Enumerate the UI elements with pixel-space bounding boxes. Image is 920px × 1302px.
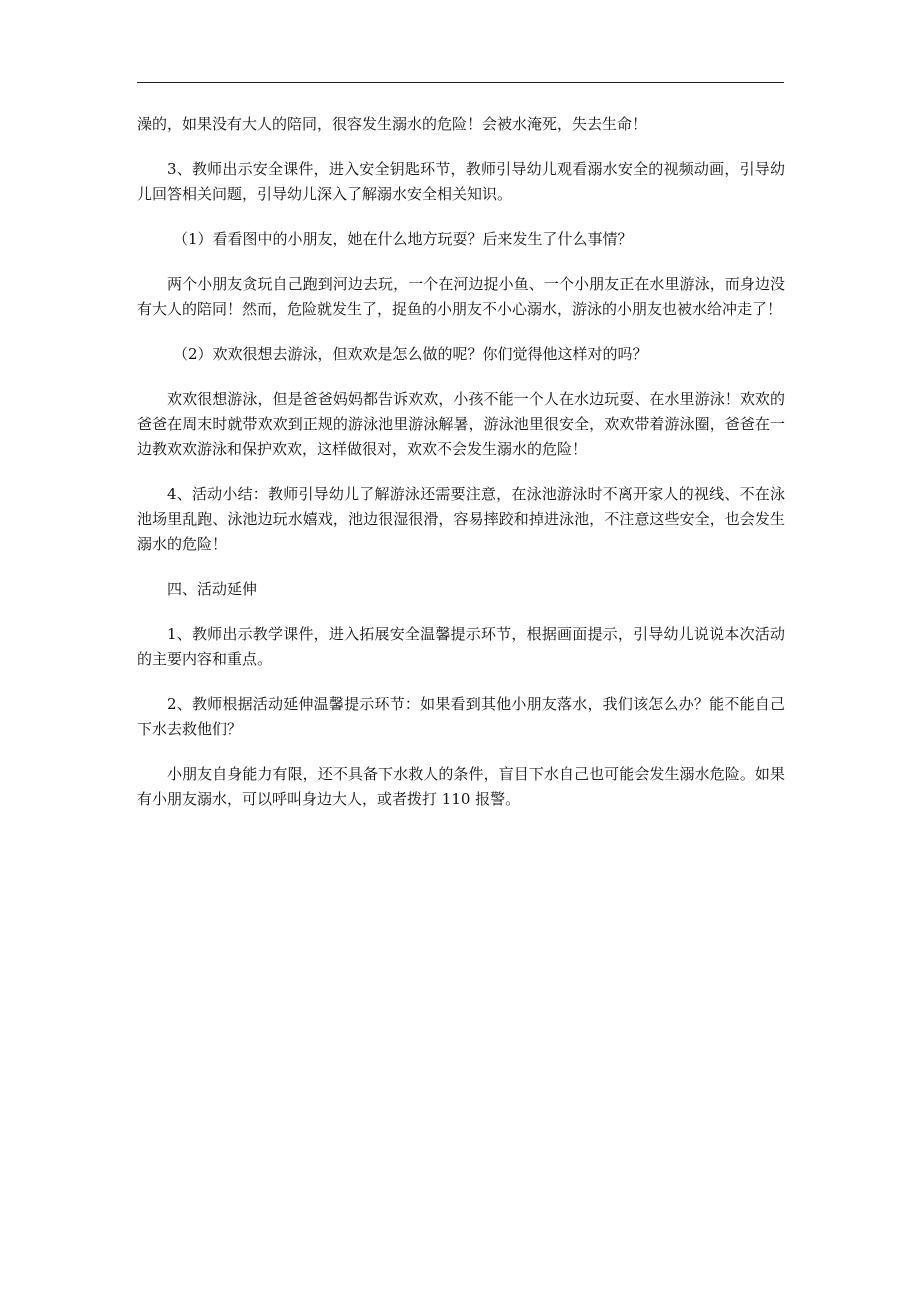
paragraph-step-4-summary: 4、活动小结：教师引导幼儿了解游泳还需要注意，在泳池游泳时不离开家人的视线、不在泳池场里乱跑、泳池边玩水嬉戏，池边很湿很滑，容易摔跤和掉进泳池，不注意这些安全，也会发生溺水的危险！: [137, 485, 785, 553]
paragraph-continuation: 澡的，如果没有大人的陪同，很容发生溺水的危险！会被水淹死，失去生命！: [137, 115, 648, 133]
document-body: [137, 112, 785, 832]
paragraph-answer-1: 两个小朋友贪玩自己跑到河边去玩，一个在河边捉小鱼、一个小朋友正在水里游泳，而身边没有大人的陪同！然而，危险就发生了，捉鱼的小朋友不小心溺水，游泳的小朋友也被水给冲走了！: [137, 275, 785, 318]
paragraph-question-2: （2）欢欢很想去游泳，但欢欢是怎么做的呢？你们觉得他这样对的吗？: [173, 345, 648, 363]
paragraph-question-1: （1）看看图中的小朋友，她在什么地方玩耍？后来发生了什么事情？: [173, 230, 633, 248]
paragraph-extension-answer: 小朋友自身能力有限，还不具备下水救人的条件，盲目下水自己也可能会发生溺水危险。如果有小朋友溺水，可以呼叫身边大人，或者拨打 110 报警。: [137, 765, 785, 808]
section-heading-extension: 四、活动延伸: [167, 580, 258, 598]
paragraph-extension-2: 2、教师根据活动延伸温馨提示环节：如果看到其他小朋友落水，我们该怎么办？能不能自己下水去救他们？: [137, 695, 785, 738]
paragraph-answer-2: 欢欢很想游泳，但是爸爸妈妈都告诉欢欢，小孩不能一个人在水边玩耍、在水里游泳！欢欢的爸爸在周末时就带欢欢到正规的游泳池里游泳解暑，游泳池里很安全，欢欢带着游泳圈，爸爸在一边教欢欢游泳和保护欢欢，这样做很对，欢欢不会发生溺水的危险！: [137, 390, 785, 458]
header-rule: [137, 82, 784, 83]
paragraph-step-3: 3、教师出示安全课件，进入安全钥匙环节，教师引导幼儿观看溺水安全的视频动画，引导幼儿回答相关问题，引导幼儿深入了解溺水安全相关知识。: [137, 160, 785, 203]
paragraph-extension-1: 1、教师出示教学课件，进入拓展安全温馨提示环节，根据画面提示，引导幼儿说说本次活动的主要内容和重点。: [137, 625, 785, 668]
